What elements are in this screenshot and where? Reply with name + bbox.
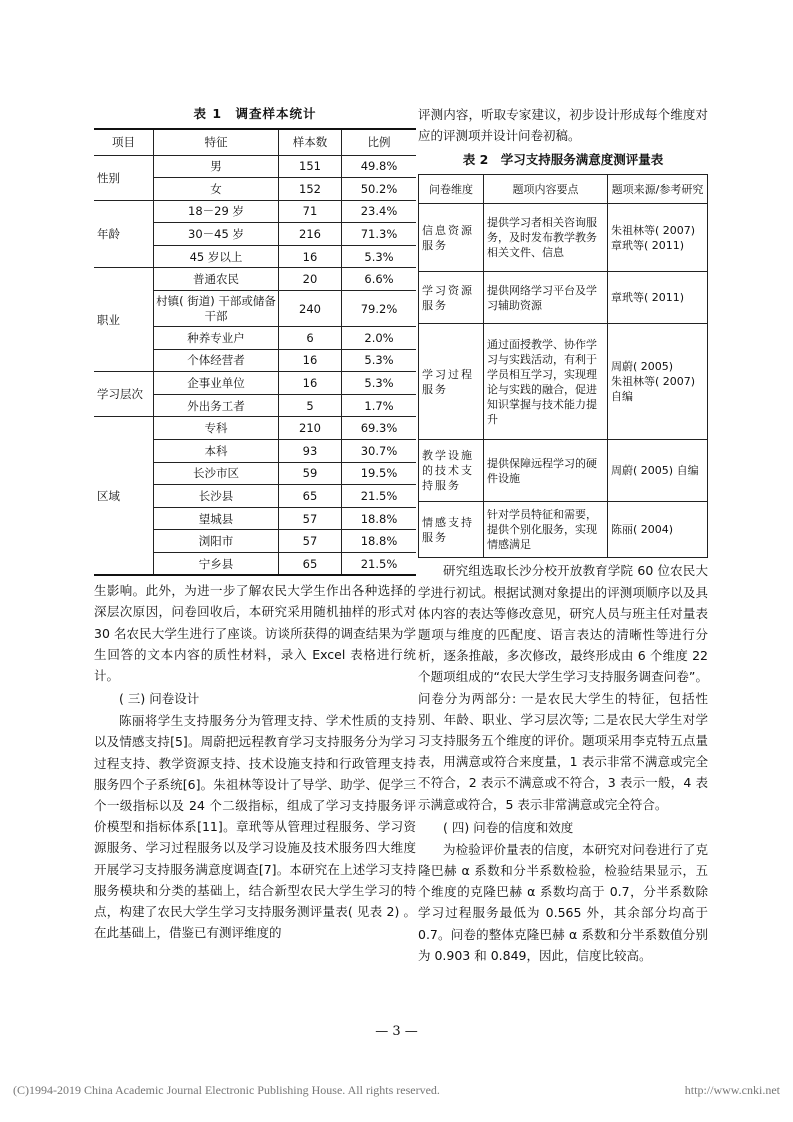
table1-group-label: 学习层次 bbox=[94, 372, 154, 417]
table1-cell: 男 bbox=[154, 155, 279, 178]
table1-cell: 57 bbox=[279, 507, 342, 530]
table-row bbox=[94, 372, 416, 395]
table1-cell: 71 bbox=[279, 200, 342, 223]
table1-cell: 企事业单位 bbox=[154, 372, 279, 395]
table1-group-label: 职业 bbox=[94, 268, 154, 372]
table1-cell: 79.2% bbox=[342, 291, 417, 327]
table2 bbox=[418, 174, 708, 558]
table1-header: 项目 bbox=[94, 129, 154, 155]
table1-group-label: 性别 bbox=[94, 155, 154, 200]
table2-header: 题项来源/参考研究 bbox=[608, 175, 708, 204]
table2-header: 问卷维度 bbox=[419, 175, 484, 204]
table1-cell: 长沙县 bbox=[154, 485, 279, 508]
table-row bbox=[419, 324, 708, 440]
table1-cell: 专科 bbox=[154, 417, 279, 440]
table2-dimension: 信息资源服务 bbox=[419, 204, 484, 272]
table1-caption: 表 1 调查样本统计 bbox=[193, 106, 317, 121]
table1-cell: 普通农民 bbox=[154, 268, 279, 291]
table1-cell: 浏阳市 bbox=[154, 530, 279, 553]
table1-cell: 18－29 岁 bbox=[154, 200, 279, 223]
table2-dimension: 学习过程服务 bbox=[419, 324, 484, 440]
table1-cell: 71.3% bbox=[342, 223, 417, 246]
table1-cell: 152 bbox=[279, 178, 342, 201]
table1-header: 特征 bbox=[154, 129, 279, 155]
table1-cell: 30－45 岁 bbox=[154, 223, 279, 246]
table1-cell: 93 bbox=[279, 440, 342, 463]
section-heading-4: ( 四) 问卷的信度和效度 bbox=[443, 819, 574, 835]
table1-cell: 21.5% bbox=[342, 553, 417, 576]
table2-content: 提供保障远程学习的硬件设施 bbox=[484, 440, 608, 502]
table1-cell: 65 bbox=[279, 553, 342, 576]
table1-group-label: 区域 bbox=[94, 417, 154, 575]
table1-cell: 59 bbox=[279, 462, 342, 485]
left-paragraph-1: 生影响。此外，为进一步了解农民大学生作出各种选择的深层次原因，问卷回收后，本研究采用随机抽样的形式对 30 名农民大学生进行了座谈。访谈所获得的调查结果为学生回答的文本内容的质性材料，录入 Excel 表格进行统计。 bbox=[94, 583, 416, 683]
table1-cell: 1.7% bbox=[342, 394, 417, 417]
table1-cell: 本科 bbox=[154, 440, 279, 463]
table1-cell: 种养专业户 bbox=[154, 327, 279, 350]
table1-header: 样本数 bbox=[279, 129, 342, 155]
table1-cell: 240 bbox=[279, 291, 342, 327]
table2-caption: 表 2 学习支持服务满意度测评量表 bbox=[462, 152, 664, 168]
table1-cell: 5.3% bbox=[342, 372, 417, 395]
table2-source: 陈丽( 2004) bbox=[608, 502, 708, 558]
table1 bbox=[94, 128, 416, 576]
table2-source: 周蔚( 2005) 朱祖林等( 2007) 自编 bbox=[608, 324, 708, 440]
table1-cell: 村镇( 街道) 干部或储备干部 bbox=[154, 291, 279, 327]
table1-cell: 69.3% bbox=[342, 417, 417, 440]
table2-content: 通过面授教学、协作学习与实践活动，有利于学员相互学习，实现理论与实践的融合，促进知识掌握与技术能力提升 bbox=[484, 324, 608, 440]
table1-cell: 5 bbox=[279, 394, 342, 417]
table1-header: 比例 bbox=[342, 129, 417, 155]
right-paragraph-0: 评测内容，听取专家建议，初步设计形成每个维度对应的评测项并设计问卷初稿。 bbox=[418, 107, 708, 144]
table1-cell: 151 bbox=[279, 155, 342, 178]
copyright-text: (C)1994-2019 China Academic Journal Electronic Publishing House. All rights reserved. bbox=[13, 1083, 440, 1097]
table1-cell: 16 bbox=[279, 349, 342, 372]
table-row bbox=[419, 272, 708, 324]
table1-cell: 望城县 bbox=[154, 507, 279, 530]
table1-cell: 65 bbox=[279, 485, 342, 508]
table-row bbox=[94, 200, 416, 223]
table-row bbox=[419, 204, 708, 272]
table1-cell: 6 bbox=[279, 327, 342, 350]
table1-cell: 216 bbox=[279, 223, 342, 246]
table-row bbox=[419, 502, 708, 558]
table1-cell: 20 bbox=[279, 268, 342, 291]
table2-dimension: 学习资源服务 bbox=[419, 272, 484, 324]
table1-cell: 宁乡县 bbox=[154, 553, 279, 576]
table1-header-row bbox=[94, 129, 416, 155]
table2-content: 提供网络学习平台及学习辅助资源 bbox=[484, 272, 608, 324]
table1-cell: 57 bbox=[279, 530, 342, 553]
right-paragraph-1: 研究组选取长沙分校开放教育学院 60 位农民大学进行初试。根据试测对象提出的评测项顺序以及具体内容的表达等修改意见，研究人员与班主任对量表题项与维度的匹配度、语言表达的清晰性等进行分析，逐条推敲，多次修改，最终形成由 6 个维度 22 个题项组成的“农民大学生学习支持服务调查问卷”。问卷分为两部分: 一是农民大学生的特征，包括性别、年龄、职业、学习层次等; 二是农民大学生对学习支持服务五个维度的评价。题项采用李克特五点量表，用满意或符合来度量，1 表示非常不满意或完全不符合，2 表示不满意或不符合，3 表示一般，4 表示满意或符合，5 表示非常满意或完全符合。 bbox=[418, 563, 708, 812]
table-row bbox=[94, 268, 416, 291]
table-row bbox=[94, 155, 416, 178]
right-paragraph-2: 为检验评价量表的信度，本研究对问卷进行了克隆巴赫 α 系数和分半系数检验，检验结果显示，五个维度的克隆巴赫 α 系数均高于 0.7，分半系数除学习过程服务最低为 0.565 外，其余部分均高于 0.7。问卷的整体克隆巴赫 α 系数和分半系数值分别为 0.903 和 0.849，因此，信度比较高。 bbox=[418, 841, 708, 963]
table1-group-label: 年龄 bbox=[94, 200, 154, 268]
left-paragraph-2: 陈丽将学生支持服务分为管理支持、学术性质的支持以及情感支持[5]。周蔚把远程教育学习支持服务分为学习过程支持、教学资源支持、技术设施支持和行政管理支持服务四个子系统[6]。朱祖林等设计了导学、助学、促学三个一级指标以及 24 个二级指标，组成了学习支持服务评价模型和指标体系[11]。章玳等从管理过程服务、学习资源服务、学习过程服务以及学习设施及技术服务四大维度开展学习支持服务满意度调查[7]。本研究在上述学习支持服务模块和分类的基础上，结合新型农民大学生学习的特点，构建了农民大学生学习支持服务测评量表( 见表 2) 。在此基础上，借鉴已有测评维度的 bbox=[94, 713, 416, 941]
right-column bbox=[418, 104, 708, 966]
table1-cell: 23.4% bbox=[342, 200, 417, 223]
table1-cell: 长沙市区 bbox=[154, 462, 279, 485]
table2-dimension: 情感支持服务 bbox=[419, 502, 484, 558]
table1-cell: 5.3% bbox=[342, 245, 417, 268]
table1-cell: 个体经营者 bbox=[154, 349, 279, 372]
table1-cell: 5.3% bbox=[342, 349, 417, 372]
table2-header: 题项内容要点 bbox=[484, 175, 608, 204]
left-column bbox=[94, 104, 416, 943]
table1-cell: 49.8% bbox=[342, 155, 417, 178]
table1-cell: 50.2% bbox=[342, 178, 417, 201]
page-number: — 3 — bbox=[375, 1024, 418, 1039]
footer-url: http://www.cnki.net bbox=[684, 1083, 780, 1097]
table1-cell: 18.8% bbox=[342, 530, 417, 553]
table1-cell: 16 bbox=[279, 245, 342, 268]
copyright-footer bbox=[13, 1083, 780, 1098]
table1-cell: 6.6% bbox=[342, 268, 417, 291]
table1-cell: 45 岁以上 bbox=[154, 245, 279, 268]
table1-cell: 30.7% bbox=[342, 440, 417, 463]
table2-source: 章玳等( 2011) bbox=[608, 272, 708, 324]
table1-cell: 21.5% bbox=[342, 485, 417, 508]
table1-cell: 19.5% bbox=[342, 462, 417, 485]
table2-source: 周蔚( 2005) 自编 bbox=[608, 440, 708, 502]
table-row bbox=[419, 440, 708, 502]
table-row bbox=[94, 417, 416, 440]
table1-cell: 女 bbox=[154, 178, 279, 201]
table1-cell: 2.0% bbox=[342, 327, 417, 350]
table2-content: 提供学习者相关咨询服务，及时发布教学教务相关文件、信息 bbox=[484, 204, 608, 272]
table2-source: 朱祖林等( 2007) 章玳等( 2011) bbox=[608, 204, 708, 272]
table2-header-row bbox=[419, 175, 708, 204]
table1-cell: 16 bbox=[279, 372, 342, 395]
section-heading-3: ( 三) 问卷设计 bbox=[119, 691, 200, 707]
table1-cell: 210 bbox=[279, 417, 342, 440]
table1-cell: 外出务工者 bbox=[154, 394, 279, 417]
table2-dimension: 教学设施的技术支持服务 bbox=[419, 440, 484, 502]
table1-cell: 18.8% bbox=[342, 507, 417, 530]
table2-content: 针对学员特征和需要，提供个别化服务，实现情感满足 bbox=[484, 502, 608, 558]
